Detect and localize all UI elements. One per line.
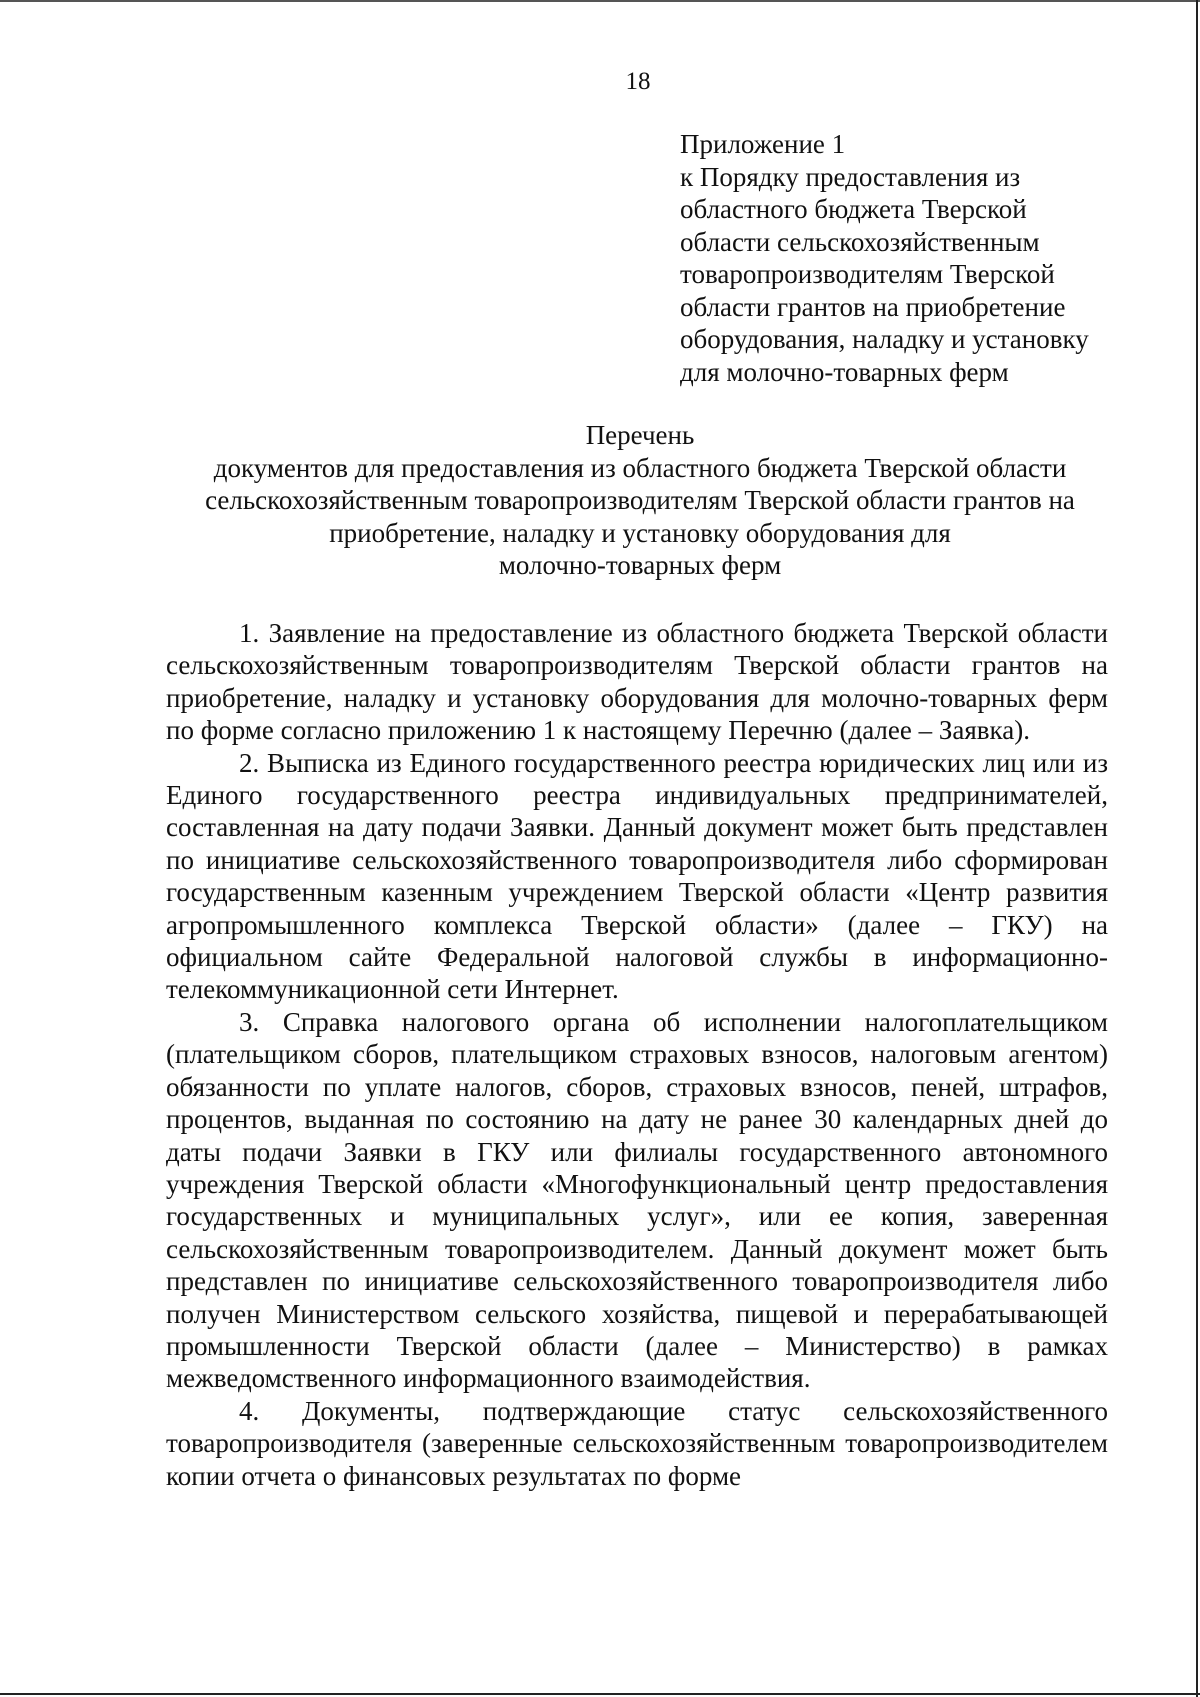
title-line: молочно-товарных ферм bbox=[498, 550, 782, 580]
page-number: 18 bbox=[625, 68, 651, 95]
document-title bbox=[160, 419, 1120, 582]
scan-edge-bottom bbox=[0, 1693, 1200, 1695]
appendix-line: оборудования, наладку и установку bbox=[680, 324, 1089, 354]
paragraph-item-3: 3. Справка налогового органа об исполнении налогоплательщиком (плательщиком сборов, плательщиком страховых взносов, налоговым агентом) обязанности по уплате налогов, сборов, страховых взносов, пеней, штрафов, процентов, выданная по состоянию на дату не ранее 30 календарных дней до даты подачи Заявки в ГКУ или филиалы государственного автономного учреждения Тверской области «Многофункциональный центр предоставления государственных и муниципальных услуг», или ее копия, заверенная сельскохозяйственным товаропроизводителем. Данный документ может быть представлен по инициативе сельскохозяйственного товаропроизводителя либо получен Министерством сельского хозяйства, пищевой и перерабатывающей промышленности Тверской области (далее – Министерство) в рамках межведомственного информационного взаимодействия. bbox=[166, 1006, 1108, 1394]
paragraph-item-4: 4. Документы, подтверждающие статус сельскохозяйственного товаропроизводителя (заверенные сельскохозяйственным товаропроизводителем копии отчета о финансовых результатах по форме bbox=[166, 1395, 1108, 1491]
document-body bbox=[166, 617, 1108, 1492]
title-heading: Перечень bbox=[585, 420, 695, 450]
appendix-line: областного бюджета Тверской bbox=[680, 194, 1027, 224]
appendix-line: для молочно-товарных ферм bbox=[680, 356, 1009, 387]
appendix-block bbox=[680, 128, 1120, 388]
appendix-line: области грантов на приобретение bbox=[680, 291, 1066, 322]
scan-edge-right bbox=[1196, 0, 1198, 1697]
title-line: документов для предоставления из областного бюджета Тверской области bbox=[213, 452, 1067, 483]
appendix-line: к Порядку предоставления из bbox=[680, 161, 1021, 192]
paragraph-item-1: 1. Заявление на предоставление из областного бюджета Тверской области сельскохозяйственным товаропроизводителям Тверской области грантов на приобретение, наладку и установку оборудования для молочно-товарных ферм по форме согласно приложению 1 к настоящему Перечню (далее – Заявка). bbox=[166, 618, 1108, 746]
appendix-line: товаропроизводителям Тверской bbox=[680, 259, 1055, 289]
title-line: сельскохозяйственным товаропроизводителям Тверской области грантов на bbox=[205, 485, 1075, 515]
appendix-line: области сельскохозяйственным bbox=[680, 226, 1040, 257]
appendix-line: Приложение 1 bbox=[680, 129, 846, 159]
title-line: приобретение, наладку и установку оборудования для bbox=[329, 517, 951, 548]
scan-edge-top bbox=[0, 0, 1200, 2]
paragraph-item-2: 2. Выписка из Единого государственного реестра юридических лиц или из Единого государственного реестра индивидуальных предпринимателей, составленная на дату подачи Заявки. Данный документ может быть представлен по инициативе сельскохозяйственного товаропроизводителя либо сформирован государственным казенным учреждением Тверской области «Центр развития агропромышленного комплекса Тверской области» (далее – ГКУ) на официальном сайте Федеральной налоговой службы в информационно-телекоммуникационной сети Интернет. bbox=[166, 747, 1108, 1005]
